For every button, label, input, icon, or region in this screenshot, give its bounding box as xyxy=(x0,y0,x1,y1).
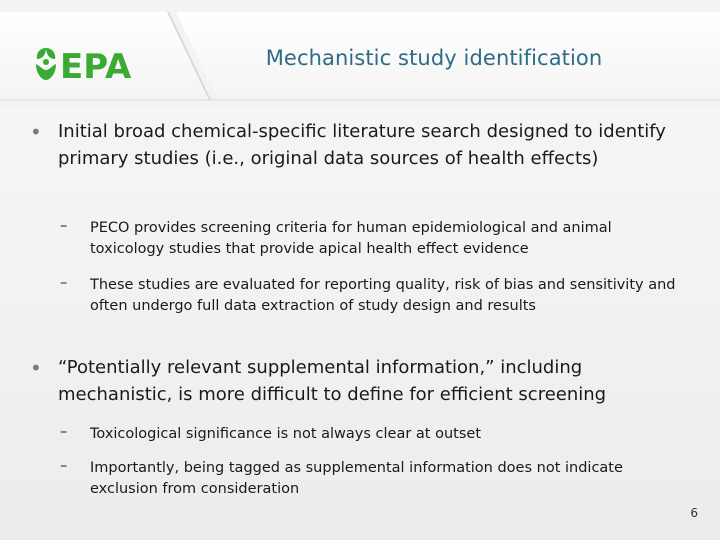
sub-bullet-text: These studies are evaluated for reporting quality, risk of bias and sensitivity and often undergo full data extraction of study design and results xyxy=(90,277,676,314)
bullet-text: Initial broad chemical-specific literature search designed to identify primary studies (i.e., original data sources of health effects) xyxy=(58,121,666,169)
page-number: 6 xyxy=(690,506,698,520)
sub-bullet-marker: – xyxy=(60,218,68,234)
bullet-text: “Potentially relevant supplemental information,” including mechanistic, is more difficult to define for efficient screening xyxy=(58,357,607,405)
epa-logo xyxy=(34,44,146,84)
sub-bullet-text: Importantly, being tagged as supplemental information does not indicate exclusion from consideration xyxy=(90,460,623,497)
sub-bullet-marker: – xyxy=(60,275,68,291)
sub-bullet-marker: – xyxy=(60,424,68,440)
epa-logo-text: EPA xyxy=(60,47,132,84)
bullet-marker: • xyxy=(30,120,42,144)
sub-bullet-marker: – xyxy=(60,458,68,474)
slide-content xyxy=(0,118,720,508)
sub-bullet-text: PECO provides screening criteria for human epidemiological and animal toxicology studies that provide apical health effect evidence xyxy=(90,220,612,257)
bullet-marker: • xyxy=(30,356,42,380)
slide-title: Mechanistic study identification xyxy=(265,46,603,70)
sub-bullet-text: Toxicological significance is not always clear at outset xyxy=(90,426,482,442)
